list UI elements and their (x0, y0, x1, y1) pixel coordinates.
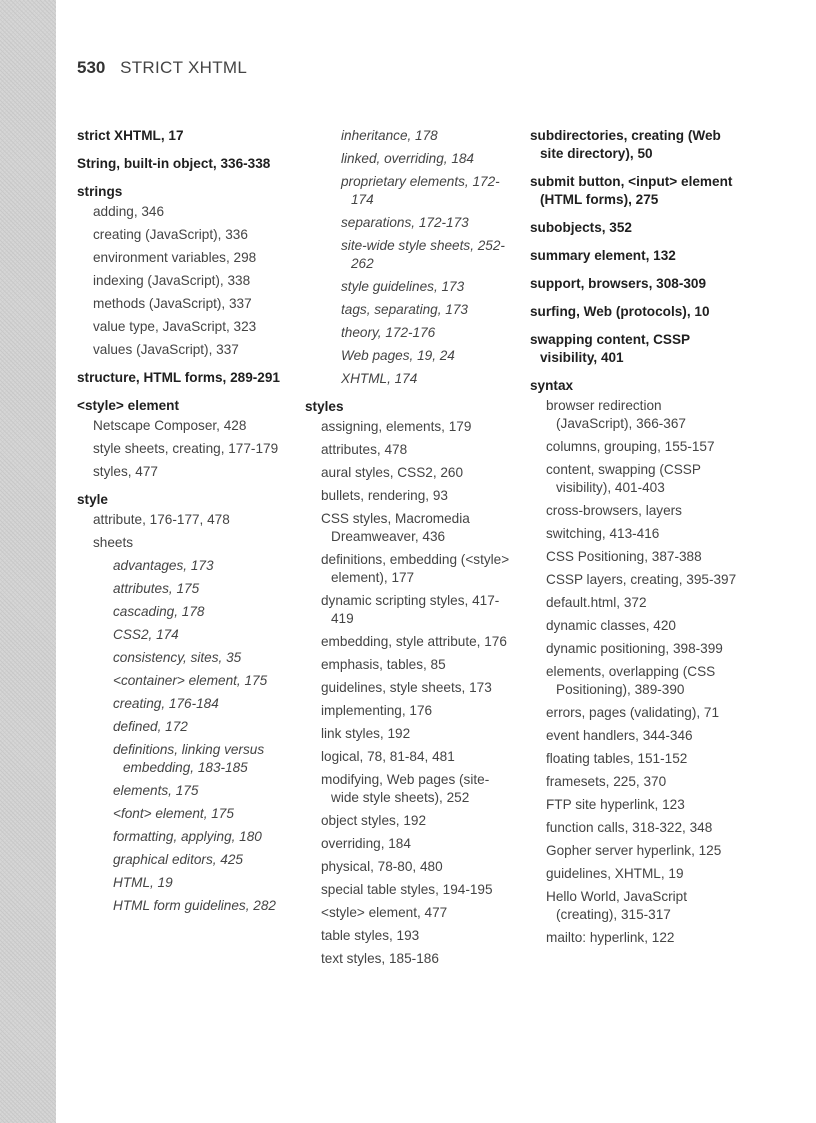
index-subentry: style sheets, creating, 177-179 (93, 441, 279, 456)
index-subentry: dynamic classes, 420 (546, 618, 676, 633)
index-subsubentry: proprietary elements, 172-174 (341, 174, 500, 207)
index-subentry: function calls, 318-322, 348 (546, 820, 713, 835)
index-subentry: adding, 346 (93, 204, 165, 219)
index-subentry: columns, grouping, 155-157 (546, 439, 715, 454)
index-subentry: content, swapping (CSSP visibility), 401-403 (546, 462, 701, 495)
index-subentry: emphasis, tables, 85 (321, 657, 446, 672)
index-subentry: special table styles, 194-195 (321, 882, 493, 897)
index-subentry: FTP site hyperlink, 123 (546, 797, 685, 812)
index-subsubentry: inheritance, 178 (341, 128, 438, 143)
index-subentry: bullets, rendering, 93 (321, 488, 448, 503)
index-subentry: attribute, 176-177, 478 (93, 512, 230, 527)
running-header (77, 58, 247, 78)
index-subentry: modifying, Web pages (site-wide style sheets), 252 (321, 772, 490, 805)
index-subsubentry: style guidelines, 173 (341, 279, 465, 294)
index-heading: strict XHTML, 17 (77, 128, 184, 143)
index-subentry: CSS Positioning, 387-388 (546, 549, 702, 564)
index-subentry: sheets (93, 535, 134, 550)
index-heading: summary element, 132 (530, 248, 676, 263)
index-subentry: default.html, 372 (546, 595, 647, 610)
page-margin-strip (0, 0, 56, 1123)
index-subsubentry: theory, 172-176 (341, 325, 436, 340)
index-subentry: implementing, 176 (321, 703, 433, 718)
index-subsubentry: <container> element, 175 (113, 673, 268, 688)
index-heading: <style> element (77, 398, 180, 413)
index-subentry: <style> element, 477 (321, 905, 448, 920)
index-subentry: overriding, 184 (321, 836, 411, 851)
index-subsubentry: Web pages, 19, 24 (341, 348, 455, 363)
index-subentry: Netscape Composer, 428 (93, 418, 247, 433)
index-subentry: dynamic positioning, 398-399 (546, 641, 723, 656)
index-subsubentry: attributes, 175 (113, 581, 200, 596)
index-subsubentry: graphical editors, 425 (113, 852, 243, 867)
index-subsubentry: tags, separating, 173 (341, 302, 468, 317)
index-subentry: switching, 413-416 (546, 526, 660, 541)
index-column-2 (305, 127, 515, 973)
running-title: STRICT XHTML (120, 58, 248, 77)
index-heading: syntax (530, 378, 574, 393)
index-subentry: guidelines, XHTML, 19 (546, 866, 684, 881)
index-subentry: errors, pages (validating), 71 (546, 705, 720, 720)
index-subsubentry: consistency, sites, 35 (113, 650, 242, 665)
index-subentry: definitions, embedding (<style> element), 177 (321, 552, 510, 585)
index-subsubentry: separations, 172-173 (341, 215, 469, 230)
index-subsubentry: CSS2, 174 (113, 627, 179, 642)
page-number: 530 (77, 58, 106, 77)
index-subsubentry: linked, overriding, 184 (341, 151, 474, 166)
index-heading: strings (77, 184, 123, 199)
index-subsubentry: creating, 176-184 (113, 696, 219, 711)
index-subentry: physical, 78-80, 480 (321, 859, 443, 874)
index-heading: support, browsers, 308-309 (530, 276, 707, 291)
index-subentry: indexing (JavaScript), 338 (93, 273, 251, 288)
index-heading: subobjects, 352 (530, 220, 632, 235)
index-subsubentry: definitions, linking versus embedding, 183-185 (113, 742, 265, 775)
index-heading: styles (305, 399, 344, 414)
index-subsubentry: defined, 172 (113, 719, 188, 734)
index-subsubentry: XHTML, 174 (341, 371, 418, 386)
index-subentry: CSSP layers, creating, 395-397 (546, 572, 737, 587)
index-heading: subdirectories, creating (Web site directory), 50 (530, 128, 721, 161)
index-subentry: event handlers, 344-346 (546, 728, 693, 743)
index-subentry: Gopher server hyperlink, 125 (546, 843, 722, 858)
index-subentry: table styles, 193 (321, 928, 420, 943)
index-subentry: object styles, 192 (321, 813, 427, 828)
index-subentry: embedding, style attribute, 176 (321, 634, 507, 649)
index-subentry: Hello World, JavaScript (creating), 315-317 (546, 889, 688, 922)
index-heading: String, built-in object, 336-338 (77, 156, 271, 171)
index-subentry: attributes, 478 (321, 442, 408, 457)
index-subentry: floating tables, 151-152 (546, 751, 688, 766)
index-heading: style (77, 492, 108, 507)
index-subsubentry: elements, 175 (113, 783, 199, 798)
index-subentry: logical, 78, 81-84, 481 (321, 749, 455, 764)
index-subentry: framesets, 225, 370 (546, 774, 667, 789)
index-subentry: link styles, 192 (321, 726, 411, 741)
index-subentry: mailto: hyperlink, 122 (546, 930, 675, 945)
index-subsubentry: formatting, applying, 180 (113, 829, 262, 844)
index-subsubentry: <font> element, 175 (113, 806, 234, 821)
index-subentry: guidelines, style sheets, 173 (321, 680, 492, 695)
index-subentry: assigning, elements, 179 (321, 419, 472, 434)
index-column-3 (530, 127, 740, 952)
index-subsubentry: site-wide style sheets, 252-262 (341, 238, 505, 271)
index-subentry: environment variables, 298 (93, 250, 257, 265)
index-column-1 (77, 127, 287, 920)
index-subentry: values (JavaScript), 337 (93, 342, 239, 357)
index-subsubentry: cascading, 178 (113, 604, 205, 619)
index-subentry: cross-browsers, layers (546, 503, 682, 518)
index-subentry: value type, JavaScript, 323 (93, 319, 257, 334)
index-heading: surfing, Web (protocols), 10 (530, 304, 710, 319)
index-subentry: text styles, 185-186 (321, 951, 439, 966)
index-subsubentry: HTML form guidelines, 282 (113, 898, 276, 913)
index-subentry: methods (JavaScript), 337 (93, 296, 252, 311)
index-subentry: creating (JavaScript), 336 (93, 227, 248, 242)
index-heading: structure, HTML forms, 289-291 (77, 370, 280, 385)
index-heading: submit button, <input> element (HTML forms), 275 (530, 174, 733, 207)
index-subentry: dynamic scripting styles, 417-419 (321, 593, 500, 626)
index-heading: swapping content, CSSP visibility, 401 (530, 332, 690, 365)
index-subsubentry: HTML, 19 (113, 875, 173, 890)
index-subentry: elements, overlapping (CSS Positioning), 389-390 (546, 664, 716, 697)
index-subsubentry: advantages, 173 (113, 558, 214, 573)
index-subentry: browser redirection (JavaScript), 366-367 (546, 398, 686, 431)
index-subentry: styles, 477 (93, 464, 158, 479)
index-subentry: aural styles, CSS2, 260 (321, 465, 464, 480)
index-subentry: CSS styles, Macromedia Dreamweaver, 436 (321, 511, 470, 544)
